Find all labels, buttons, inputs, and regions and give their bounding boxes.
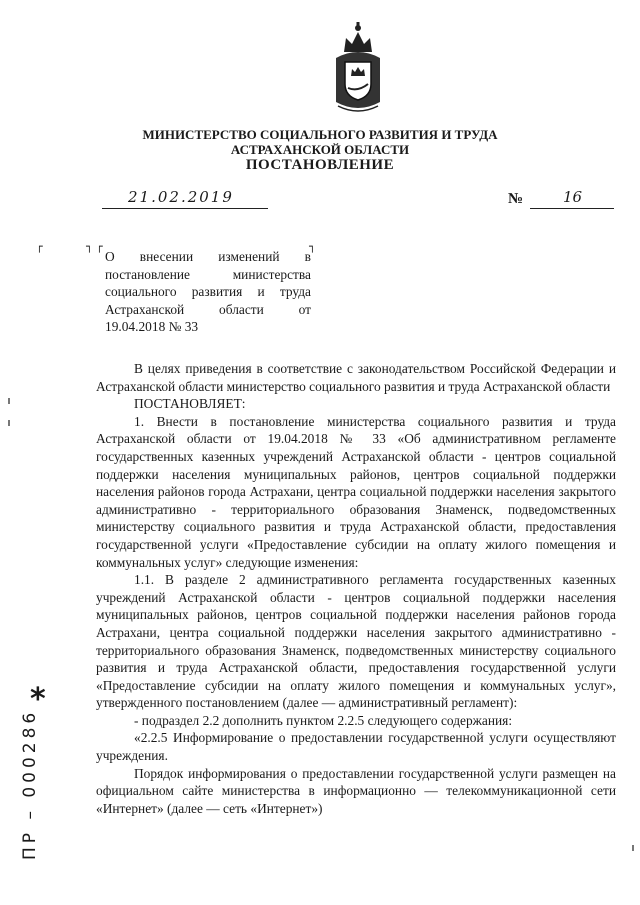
- side-registration-code: ПР – 000286: [20, 708, 40, 860]
- scan-speck: [8, 398, 10, 404]
- document-subject: О внесении изменений в постановление министерства социального развития и труда Астраханской области от 19.04.2018 № 33: [105, 249, 311, 335]
- ministry-name-line2: АСТРАХАНСКОЙ ОБЛАСТИ: [230, 142, 410, 157]
- date-underline: [102, 207, 268, 209]
- number-sign: №: [508, 191, 524, 207]
- scan-speck: [632, 845, 634, 851]
- corner-mark-subject-left: ┐: [86, 240, 93, 253]
- document-date: 21.02.2019: [128, 188, 234, 206]
- scan-speck: [8, 420, 10, 426]
- number-underline: [530, 207, 614, 209]
- corner-mark-left: ┌: [36, 240, 43, 253]
- document-type-title: ПОСТАНОВЛЕНИЕ: [245, 157, 395, 173]
- asterisk-mark: *: [30, 682, 46, 717]
- coat-of-arms-emblem: [330, 18, 386, 118]
- paragraph-informing-order: Порядок информирования о предоставлении государственной услуги размещен на официальном сайте министерства в информационно — телекоммуникационной сети «Интернет» (далее — сеть «Интернет»): [96, 765, 616, 816]
- paragraph-2-2-5: «2.2.5 Информирование о предоставлении государственной услуги осуществляют учреждения.: [96, 730, 616, 764]
- paragraph-subsection: - подраздел 2.2 дополнить пунктом 2.2.5 следующего содержания:: [134, 712, 513, 728]
- document-number: 16: [563, 188, 583, 206]
- corner-mark-subject-right: ┐: [309, 240, 316, 253]
- paragraph-preamble: В целях приведения в соответствие с законодательством Российской Федерации и Астраханской области министерство социального развития и труда Астраханской области: [96, 361, 616, 394]
- corner-mark-subject-open: ┌: [96, 240, 103, 253]
- paragraph-item-1: 1. Внести в постановление министерства социального развития и труда Астраханской области от 19.04.2018 № 33 «Об административном регламенте государственных казенных учреждений Астраханской области - центров социальной поддержки населения муниципальных районов, центров социальной поддержки населения районов города Астрахани, центра социальной поддержки населения закрытого административно - территориального образования Знаменск, подведомственных министерству социального развития и труда Астраханской области, предоставления государственной услуги «Предоставление субсидии на оплату жилого помещения и коммунальных услуг» следующие изменения:: [96, 413, 616, 570]
- ministry-name-line1: МИНИСТЕРСТВО СОЦИАЛЬНОГО РАЗВИТИЯ И ТРУДА: [142, 127, 498, 142]
- paragraph-item-1-1: 1.1. В разделе 2 административного регламента государственных казенных учреждений Астраханской области - центров социальной поддержки населения муниципальных районов, центров социальной поддержки населения районов города Астрахани, центра социальной поддержки населения закрытого административно - территориального образования Знаменск, подведомственных министерству социального развития и труда Астраханской области, предоставления государственной услуги «Предоставление субсидии на оплату жилого помещения и коммунальных услуг», утвержденного постановлением (далее — административный регламент):: [96, 572, 616, 711]
- paragraph-resolves: ПОСТАНОВЛЯЕТ:: [134, 396, 246, 412]
- document-body: [96, 360, 616, 817]
